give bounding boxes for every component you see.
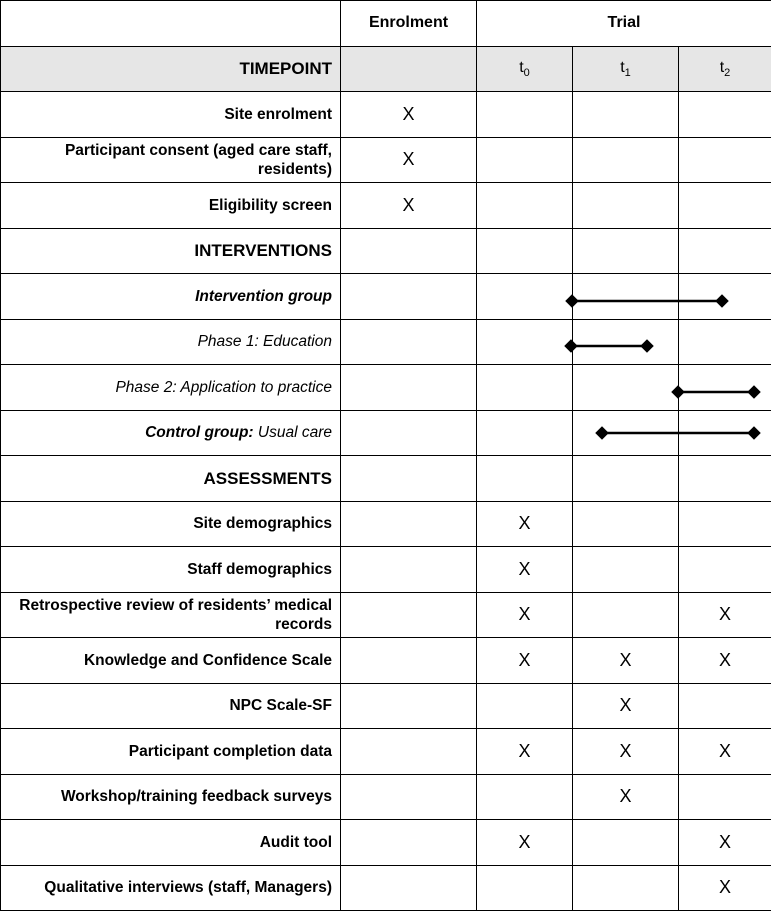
t0-cell xyxy=(477,228,573,274)
table-row xyxy=(1,683,771,729)
t2-cell xyxy=(679,683,771,729)
x-mark: X xyxy=(719,650,731,670)
t2-cell xyxy=(679,592,771,638)
t2-cell xyxy=(679,501,771,547)
t1-cell xyxy=(573,729,679,775)
row-label: ASSESSMENTS xyxy=(1,456,341,502)
enrolment-cell xyxy=(341,183,477,229)
x-mark: X xyxy=(518,559,530,579)
t0-cell xyxy=(477,683,573,729)
t0-cell xyxy=(477,183,573,229)
table-row xyxy=(1,319,771,365)
timepoint-row xyxy=(1,46,771,92)
x-mark: X xyxy=(518,604,530,624)
table-row xyxy=(1,365,771,411)
x-mark: X xyxy=(619,695,631,715)
t1-cell xyxy=(573,137,679,183)
x-mark: X xyxy=(402,149,414,169)
t2-cell xyxy=(679,820,771,866)
table-row xyxy=(1,865,771,911)
timepoint-t2: $t_2$ xyxy=(679,46,771,92)
t2-cell xyxy=(679,365,771,411)
t1-cell xyxy=(573,92,679,138)
row-label: Qualitative interviews (staff, Managers) xyxy=(1,865,341,911)
t0-cell xyxy=(477,729,573,775)
enrolment-header: Enrolment xyxy=(341,1,477,47)
t0-cell xyxy=(477,592,573,638)
t1-cell xyxy=(573,592,679,638)
timepoint-t0: $t_0$ xyxy=(477,46,573,92)
row-label: NPC Scale-SF xyxy=(1,683,341,729)
table-row xyxy=(1,638,771,684)
t0-cell xyxy=(477,319,573,365)
x-mark: X xyxy=(402,104,414,124)
row-label: Site demographics xyxy=(1,501,341,547)
x-mark: X xyxy=(619,786,631,806)
t2-cell xyxy=(679,638,771,684)
enrolment-cell xyxy=(341,865,477,911)
enrolment-cell xyxy=(341,592,477,638)
table-row xyxy=(1,410,771,456)
enrolment-cell xyxy=(341,228,477,274)
x-mark: X xyxy=(719,741,731,761)
t0-cell xyxy=(477,365,573,411)
t1-cell xyxy=(573,774,679,820)
t2-cell xyxy=(679,729,771,775)
enrolment-cell xyxy=(341,638,477,684)
x-mark: X xyxy=(518,513,530,533)
enrolment-cell xyxy=(341,729,477,775)
t1-cell xyxy=(573,319,679,365)
t2-cell xyxy=(679,774,771,820)
enrolment-cell xyxy=(341,456,477,502)
enrolment-cell xyxy=(341,319,477,365)
table-row xyxy=(1,274,771,320)
section-row xyxy=(1,456,771,502)
t2-cell xyxy=(679,183,771,229)
row-label: INTERVENTIONS xyxy=(1,228,341,274)
header-row xyxy=(1,1,771,47)
t2-cell xyxy=(679,274,771,320)
t1-cell xyxy=(573,456,679,502)
table-row xyxy=(1,183,771,229)
timepoint-label: TIMEPOINT xyxy=(1,46,341,92)
x-mark: X xyxy=(619,741,631,761)
row-label: Staff demographics xyxy=(1,547,341,593)
t1-cell xyxy=(573,274,679,320)
t0-cell xyxy=(477,774,573,820)
row-label: Workshop/training feedback surveys xyxy=(1,774,341,820)
x-mark: X xyxy=(719,877,731,897)
t1-cell xyxy=(573,365,679,411)
t2-cell xyxy=(679,410,771,456)
enrolment-cell xyxy=(341,547,477,593)
t2-cell xyxy=(679,319,771,365)
row-label: Participant consent (aged care staff, residents) xyxy=(1,137,341,183)
t0-cell xyxy=(477,501,573,547)
enrolment-cell xyxy=(341,501,477,547)
t1-cell xyxy=(573,410,679,456)
blank-cell xyxy=(341,46,477,92)
table-row xyxy=(1,592,771,638)
t1-cell xyxy=(573,865,679,911)
x-mark: X xyxy=(518,650,530,670)
section-row xyxy=(1,228,771,274)
x-mark: X xyxy=(619,650,631,670)
trial-header: Trial xyxy=(477,1,771,47)
t1-cell xyxy=(573,820,679,866)
t2-cell xyxy=(679,92,771,138)
t0-cell xyxy=(477,274,573,320)
row-label: Site enrolment xyxy=(1,92,341,138)
t2-cell xyxy=(679,456,771,502)
enrolment-cell xyxy=(341,365,477,411)
x-mark: X xyxy=(719,832,731,852)
t2-cell xyxy=(679,865,771,911)
x-mark: X xyxy=(402,195,414,215)
t1-cell xyxy=(573,228,679,274)
enrolment-cell xyxy=(341,274,477,320)
t1-cell xyxy=(573,683,679,729)
row-label: Phase 2: Application to practice xyxy=(1,365,341,411)
t0-cell xyxy=(477,92,573,138)
t2-cell xyxy=(679,137,771,183)
enrolment-cell xyxy=(341,774,477,820)
enrolment-cell xyxy=(341,410,477,456)
row-label: Knowledge and Confidence Scale xyxy=(1,638,341,684)
t0-cell xyxy=(477,865,573,911)
t1-cell xyxy=(573,638,679,684)
table-row xyxy=(1,774,771,820)
timepoint-t1: $t_1$ xyxy=(573,46,679,92)
table-row xyxy=(1,501,771,547)
table-row xyxy=(1,137,771,183)
enrolment-cell xyxy=(341,820,477,866)
row-label: Audit tool xyxy=(1,820,341,866)
t1-cell xyxy=(573,547,679,593)
row-label: Control group: Usual care xyxy=(1,410,341,456)
t2-cell xyxy=(679,547,771,593)
t0-cell xyxy=(477,456,573,502)
row-label: Intervention group xyxy=(1,274,341,320)
x-mark: X xyxy=(518,832,530,852)
blank-cell xyxy=(1,1,341,47)
enrolment-cell xyxy=(341,137,477,183)
table-row xyxy=(1,547,771,593)
x-mark: X xyxy=(518,741,530,761)
x-mark: X xyxy=(719,604,731,624)
t0-cell xyxy=(477,410,573,456)
row-label: Eligibility screen xyxy=(1,183,341,229)
t0-cell xyxy=(477,547,573,593)
table-row xyxy=(1,729,771,775)
enrolment-cell xyxy=(341,92,477,138)
table-row xyxy=(1,92,771,138)
t0-cell xyxy=(477,820,573,866)
t2-cell xyxy=(679,228,771,274)
t0-cell xyxy=(477,638,573,684)
t0-cell xyxy=(477,137,573,183)
table-row xyxy=(1,820,771,866)
t1-cell xyxy=(573,183,679,229)
row-label: Participant completion data xyxy=(1,729,341,775)
t1-cell xyxy=(573,501,679,547)
row-label: Phase 1: Education xyxy=(1,319,341,365)
row-label: Retrospective review of residents’ medical records xyxy=(1,592,341,638)
enrolment-cell xyxy=(341,683,477,729)
